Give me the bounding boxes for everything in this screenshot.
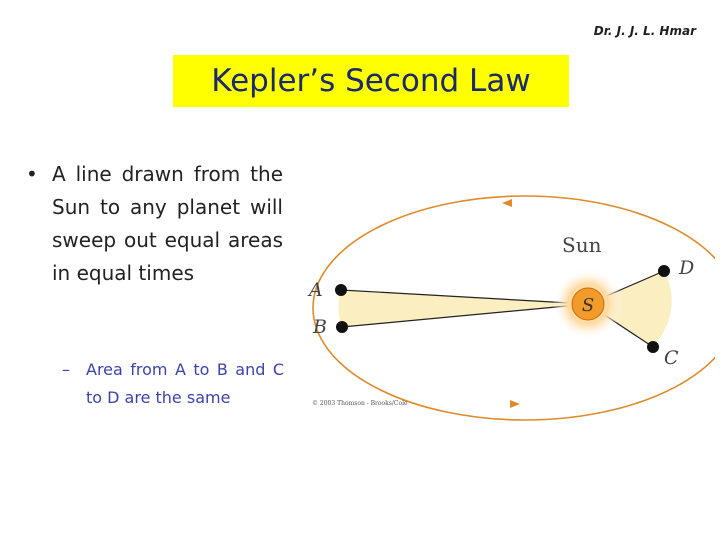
label-d: D <box>679 257 695 279</box>
label-c: C <box>664 347 679 369</box>
bullet-marker: • <box>26 162 38 186</box>
copyright-note: © 2003 Thomson - Brooks/Cole <box>312 400 408 407</box>
bullet-text: A line drawn from the Sun to any planet will sweep out equal areas in equal times <box>52 162 283 285</box>
sub-bullet-marker: – <box>62 360 70 379</box>
sub-bullet <box>62 356 284 412</box>
sun-symbol: S <box>581 295 595 316</box>
planet-c <box>647 341 659 353</box>
swept-area-ab <box>339 290 588 327</box>
slide-title: Kepler’s Second Law <box>173 55 569 107</box>
sun-label: Sun <box>562 233 602 257</box>
label-b: B <box>313 316 327 338</box>
planet-a <box>335 284 347 296</box>
sub-bullet-text: Area from A to B and C to D are the same <box>86 360 284 407</box>
main-bullet <box>26 158 283 290</box>
planet-d <box>658 265 670 277</box>
orbit-arrow-top <box>502 199 512 207</box>
label-a: A <box>309 279 323 301</box>
author-credit: Dr. J. J. L. Hmar <box>593 24 696 38</box>
orbit-diagram <box>300 186 715 426</box>
orbit-arrow-bottom <box>510 400 520 408</box>
planet-b <box>336 321 348 333</box>
